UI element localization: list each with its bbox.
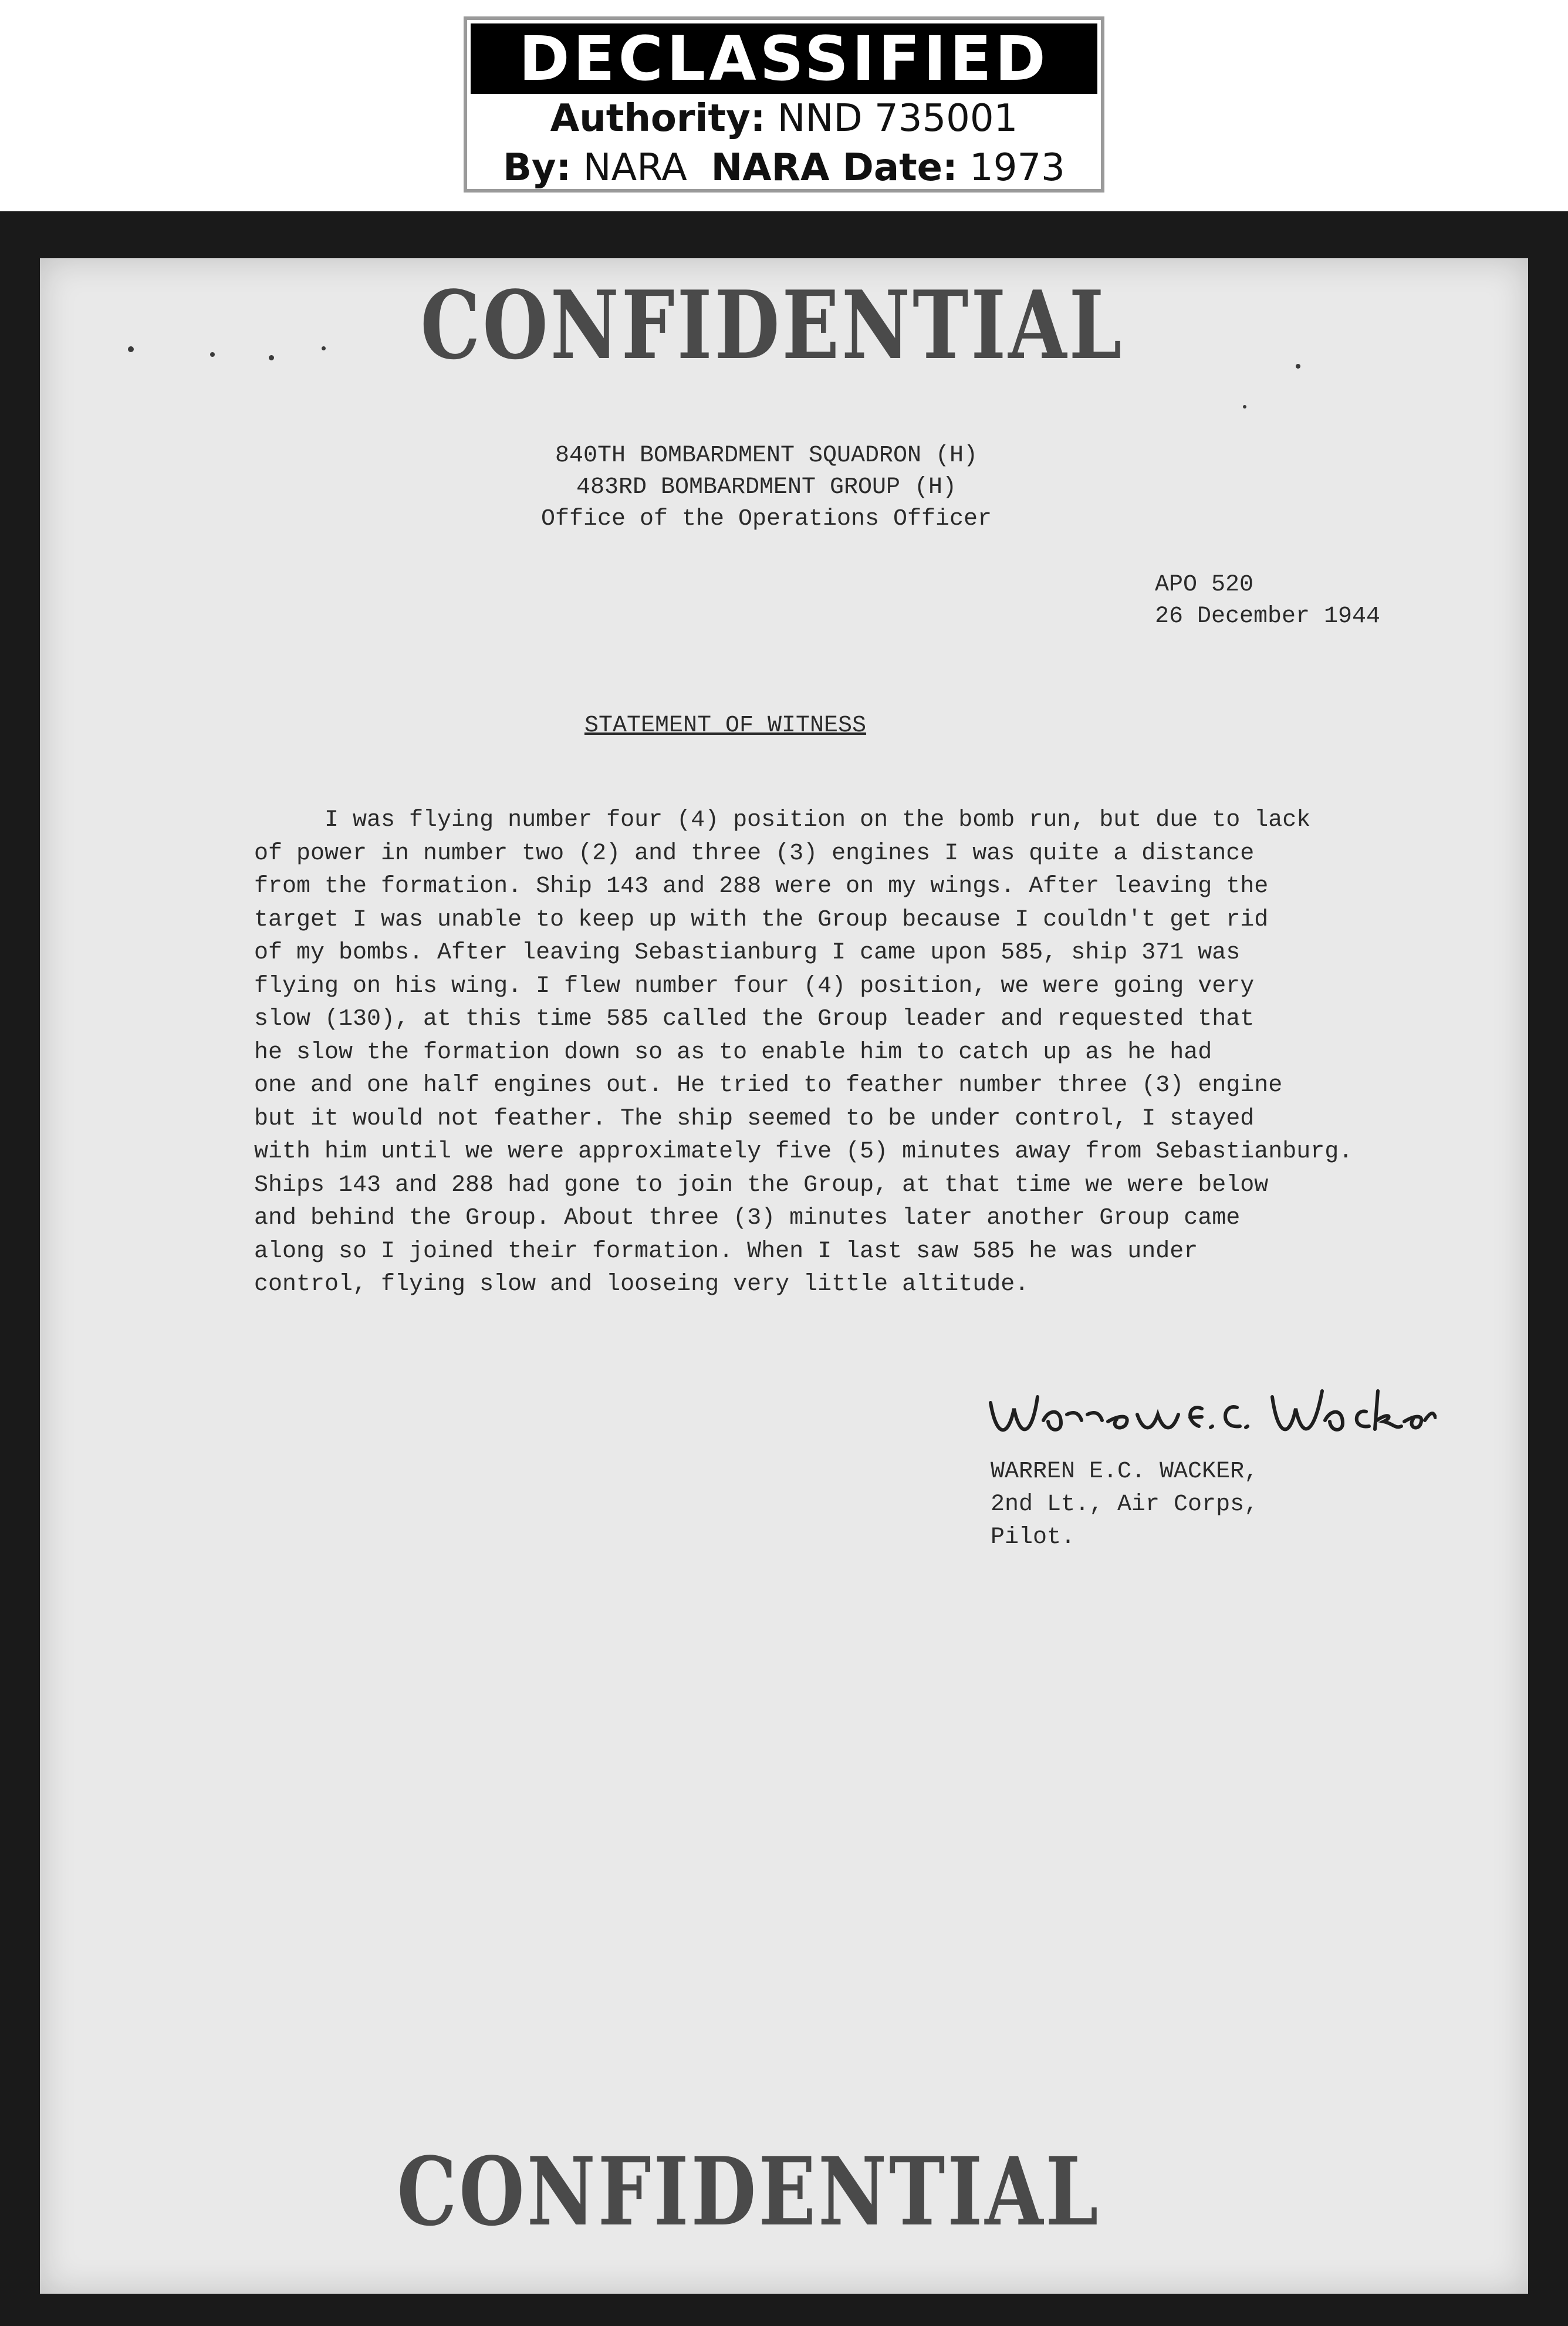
document-page bbox=[40, 258, 1528, 2294]
by-label: By: bbox=[503, 146, 572, 190]
apo-number: APO 520 bbox=[1155, 572, 1254, 598]
body-line: one and one half engines out. He tried to feather number three (3) engine bbox=[254, 1072, 1283, 1099]
signer-name: WARREN E.C. WACKER, bbox=[991, 1459, 1259, 1485]
confidential-stamp-top: CONFIDENTIAL bbox=[420, 271, 1124, 381]
body-line: flying on his wing. I flew number four (4) position, we were going very bbox=[254, 973, 1255, 1000]
letterhead-line: 840TH BOMBARDMENT SQUADRON (H) bbox=[555, 443, 978, 469]
nara-date-value: 1973 bbox=[969, 146, 1065, 190]
dust-speck bbox=[1243, 405, 1246, 409]
body-line: along so I joined their formation. When I last saw 585 he was under bbox=[254, 1238, 1198, 1265]
document-date: 26 December 1944 bbox=[1155, 603, 1381, 630]
authority-line bbox=[467, 94, 1101, 143]
body-line: I was flying number four (4) position on the bomb run, but due to lack bbox=[254, 807, 1311, 833]
body-line: he slow the formation down so as to enable him to catch up as he had bbox=[254, 1039, 1212, 1066]
body-line: but it would not feather. The ship seemed to be under control, I stayed bbox=[254, 1105, 1255, 1132]
body-line: of power in number two (2) and three (3) engines I was quite a distance bbox=[254, 840, 1255, 867]
body-line: Ships 143 and 288 had gone to join the Group, at that time we were below bbox=[254, 1172, 1269, 1199]
letterhead bbox=[40, 440, 1528, 535]
handwritten-signature bbox=[979, 1356, 1437, 1461]
body-line: slow (130), at this time 585 called the Group leader and requested that bbox=[254, 1006, 1255, 1032]
authority-value: NND 735001 bbox=[777, 97, 1018, 140]
body-line: control, flying slow and looseing very little altitude. bbox=[254, 1271, 1029, 1298]
declassification-banner bbox=[464, 16, 1104, 193]
letterhead-line: 483RD BOMBARDMENT GROUP (H) bbox=[576, 474, 957, 501]
body-line: target I was unable to keep up with the Group because I couldn't get rid bbox=[254, 906, 1269, 933]
signer-rank: 2nd Lt., Air Corps, bbox=[991, 1491, 1259, 1518]
confidential-stamp-bottom: CONFIDENTIAL bbox=[397, 2137, 1101, 2247]
authority-label: Authority: bbox=[550, 97, 766, 140]
body-line: of my bombs. After leaving Sebastianburg I came upon 585, ship 371 was bbox=[254, 940, 1241, 966]
by-value: NARA bbox=[583, 146, 687, 190]
document-heading: STATEMENT OF WITNESS bbox=[584, 713, 867, 739]
statement-body bbox=[254, 804, 1353, 1302]
signature-block bbox=[991, 1456, 1258, 1554]
body-line: and behind the Group. About three (3) minutes later another Group came bbox=[254, 1205, 1241, 1231]
letterhead-line: Office of the Operations Officer bbox=[540, 506, 992, 532]
signer-role: Pilot. bbox=[991, 1524, 1076, 1551]
by-date-line bbox=[467, 143, 1101, 193]
body-line: from the formation. Ship 143 and 288 were on my wings. After leaving the bbox=[254, 873, 1269, 900]
nara-date-label: NARA Date: bbox=[711, 146, 958, 190]
declassified-title: DECLASSIFIED bbox=[471, 23, 1097, 94]
scan-frame bbox=[0, 211, 1568, 2326]
dateline bbox=[1155, 569, 1380, 633]
body-line: with him until we were approximately five (5) minutes away from Sebastianburg. bbox=[254, 1139, 1353, 1165]
